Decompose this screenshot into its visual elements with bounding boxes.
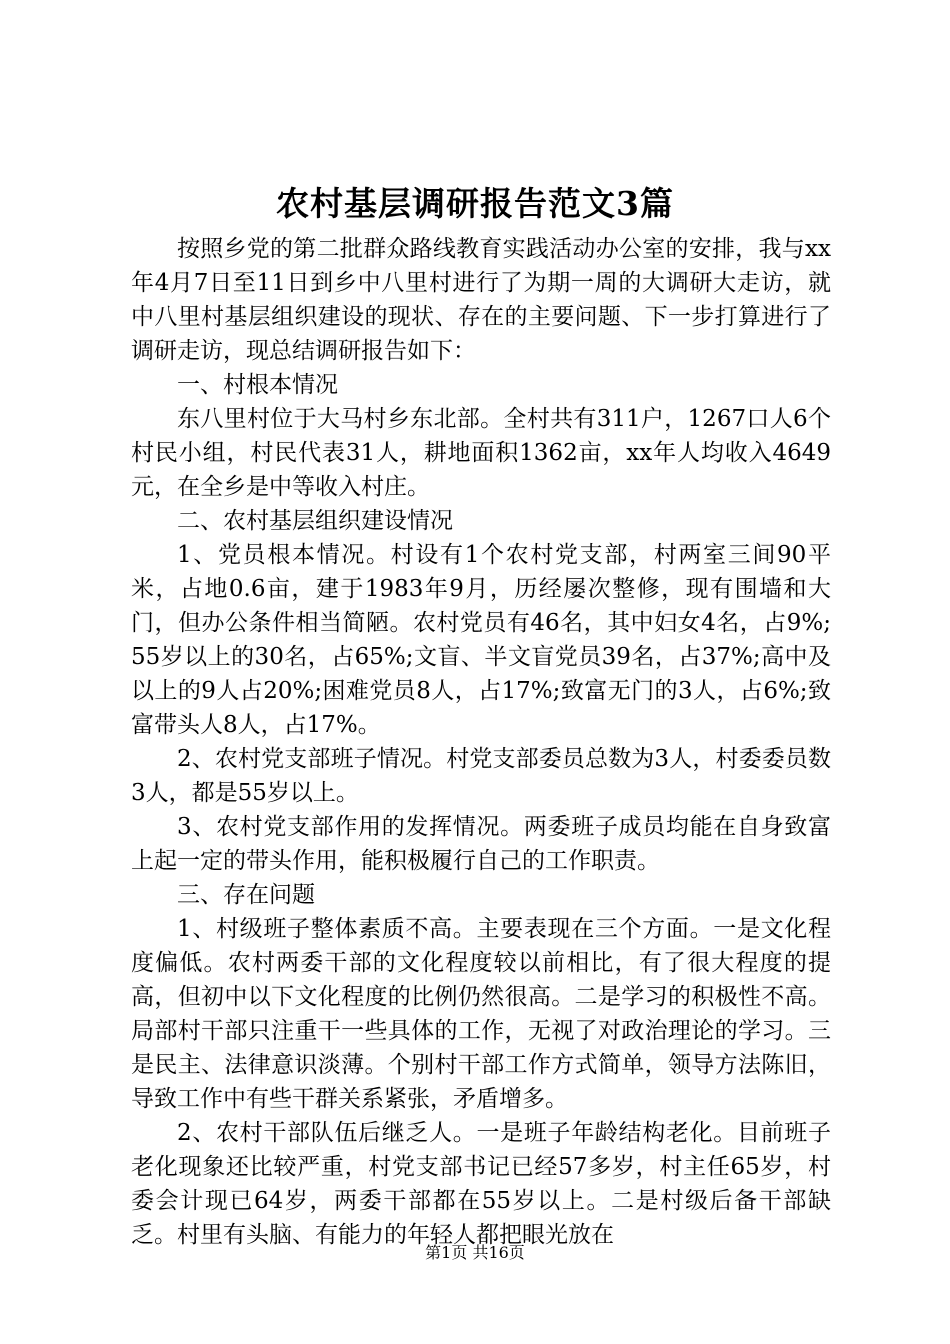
paragraph-problem-1: 1、村级班子整体素质不高。主要表现在三个方面。一是文化程度偏低。农村两委干部的文化程度较以前相比，有了很大程度的提高，但初中以下文化程度的比例仍然很高。二是学习的积极性不高。局部村干部只注重干一些具体的工作，无视了对政治理论的学习。三是民主、法律意识淡薄。个别村干部工作方式简单，领导方法陈旧，导致工作中有些干群关系紧张，矛盾增多。: [131, 916, 831, 1112]
section-heading-3: 三、存在问题: [177, 882, 315, 908]
paragraph-party-members: 1、党员根本情况。村设有1个农村党支部，村两室三间90平米，占地0.6亩，建于1983年9月，历经屡次整修，现有围墙和大门，但办公条件相当简陋。农村党员有46名，其中妇女4名，占9%;55岁以上的30名，占65%;文盲、半文盲党员39名，占37%;高中及以上的9人占20%;困难党员8人，占17%;致富无门的3人，占6%;致富带头人8人，占17%。: [131, 542, 831, 738]
document-title: 农村基层调研报告范文3篇: [276, 184, 674, 223]
page-footer: 第1页 共16页: [425, 1243, 525, 1262]
paragraph-village-overview: 东八里村位于大马村乡东北部。全村共有311户，1267口人6个村民小组，村民代表31人，耕地面积1362亩，xx年人均收入4649元，在全乡是中等收入村庄。: [131, 406, 831, 500]
paragraph-branch-team: 2、农村党支部班子情况。村党支部委员总数为3人，村委委员数3人，都是55岁以上。: [131, 746, 831, 806]
paragraph-intro: 按照乡党的第二批群众路线教育实践活动办公室的安排，我与xx年4月7日至11日到乡中八里村进行了为期一周的大调研大走访，就中八里村基层组织建设的现状、存在的主要问题、下一步打算进行了调研走访，现总结调研报告如下：: [131, 236, 831, 364]
section-heading-1: 一、村根本情况: [177, 372, 338, 398]
section-heading-2: 二、农村基层组织建设情况: [177, 508, 453, 534]
document-body: [131, 232, 831, 1252]
paragraph-problem-2: 2、农村干部队伍后继乏人。一是班子年龄结构老化。目前班子老化现象还比较严重，村党支部书记已经57多岁，村主任65岁，村委会计现已64岁，两委干部都在55岁以上。二是村级后备干部缺乏。村里有头脑、有能力的年轻人都把眼光放在: [131, 1120, 831, 1248]
paragraph-branch-role: 3、农村党支部作用的发挥情况。两委班子成员均能在自身致富上起一定的带头作用，能积极履行自己的工作职责。: [131, 814, 831, 874]
